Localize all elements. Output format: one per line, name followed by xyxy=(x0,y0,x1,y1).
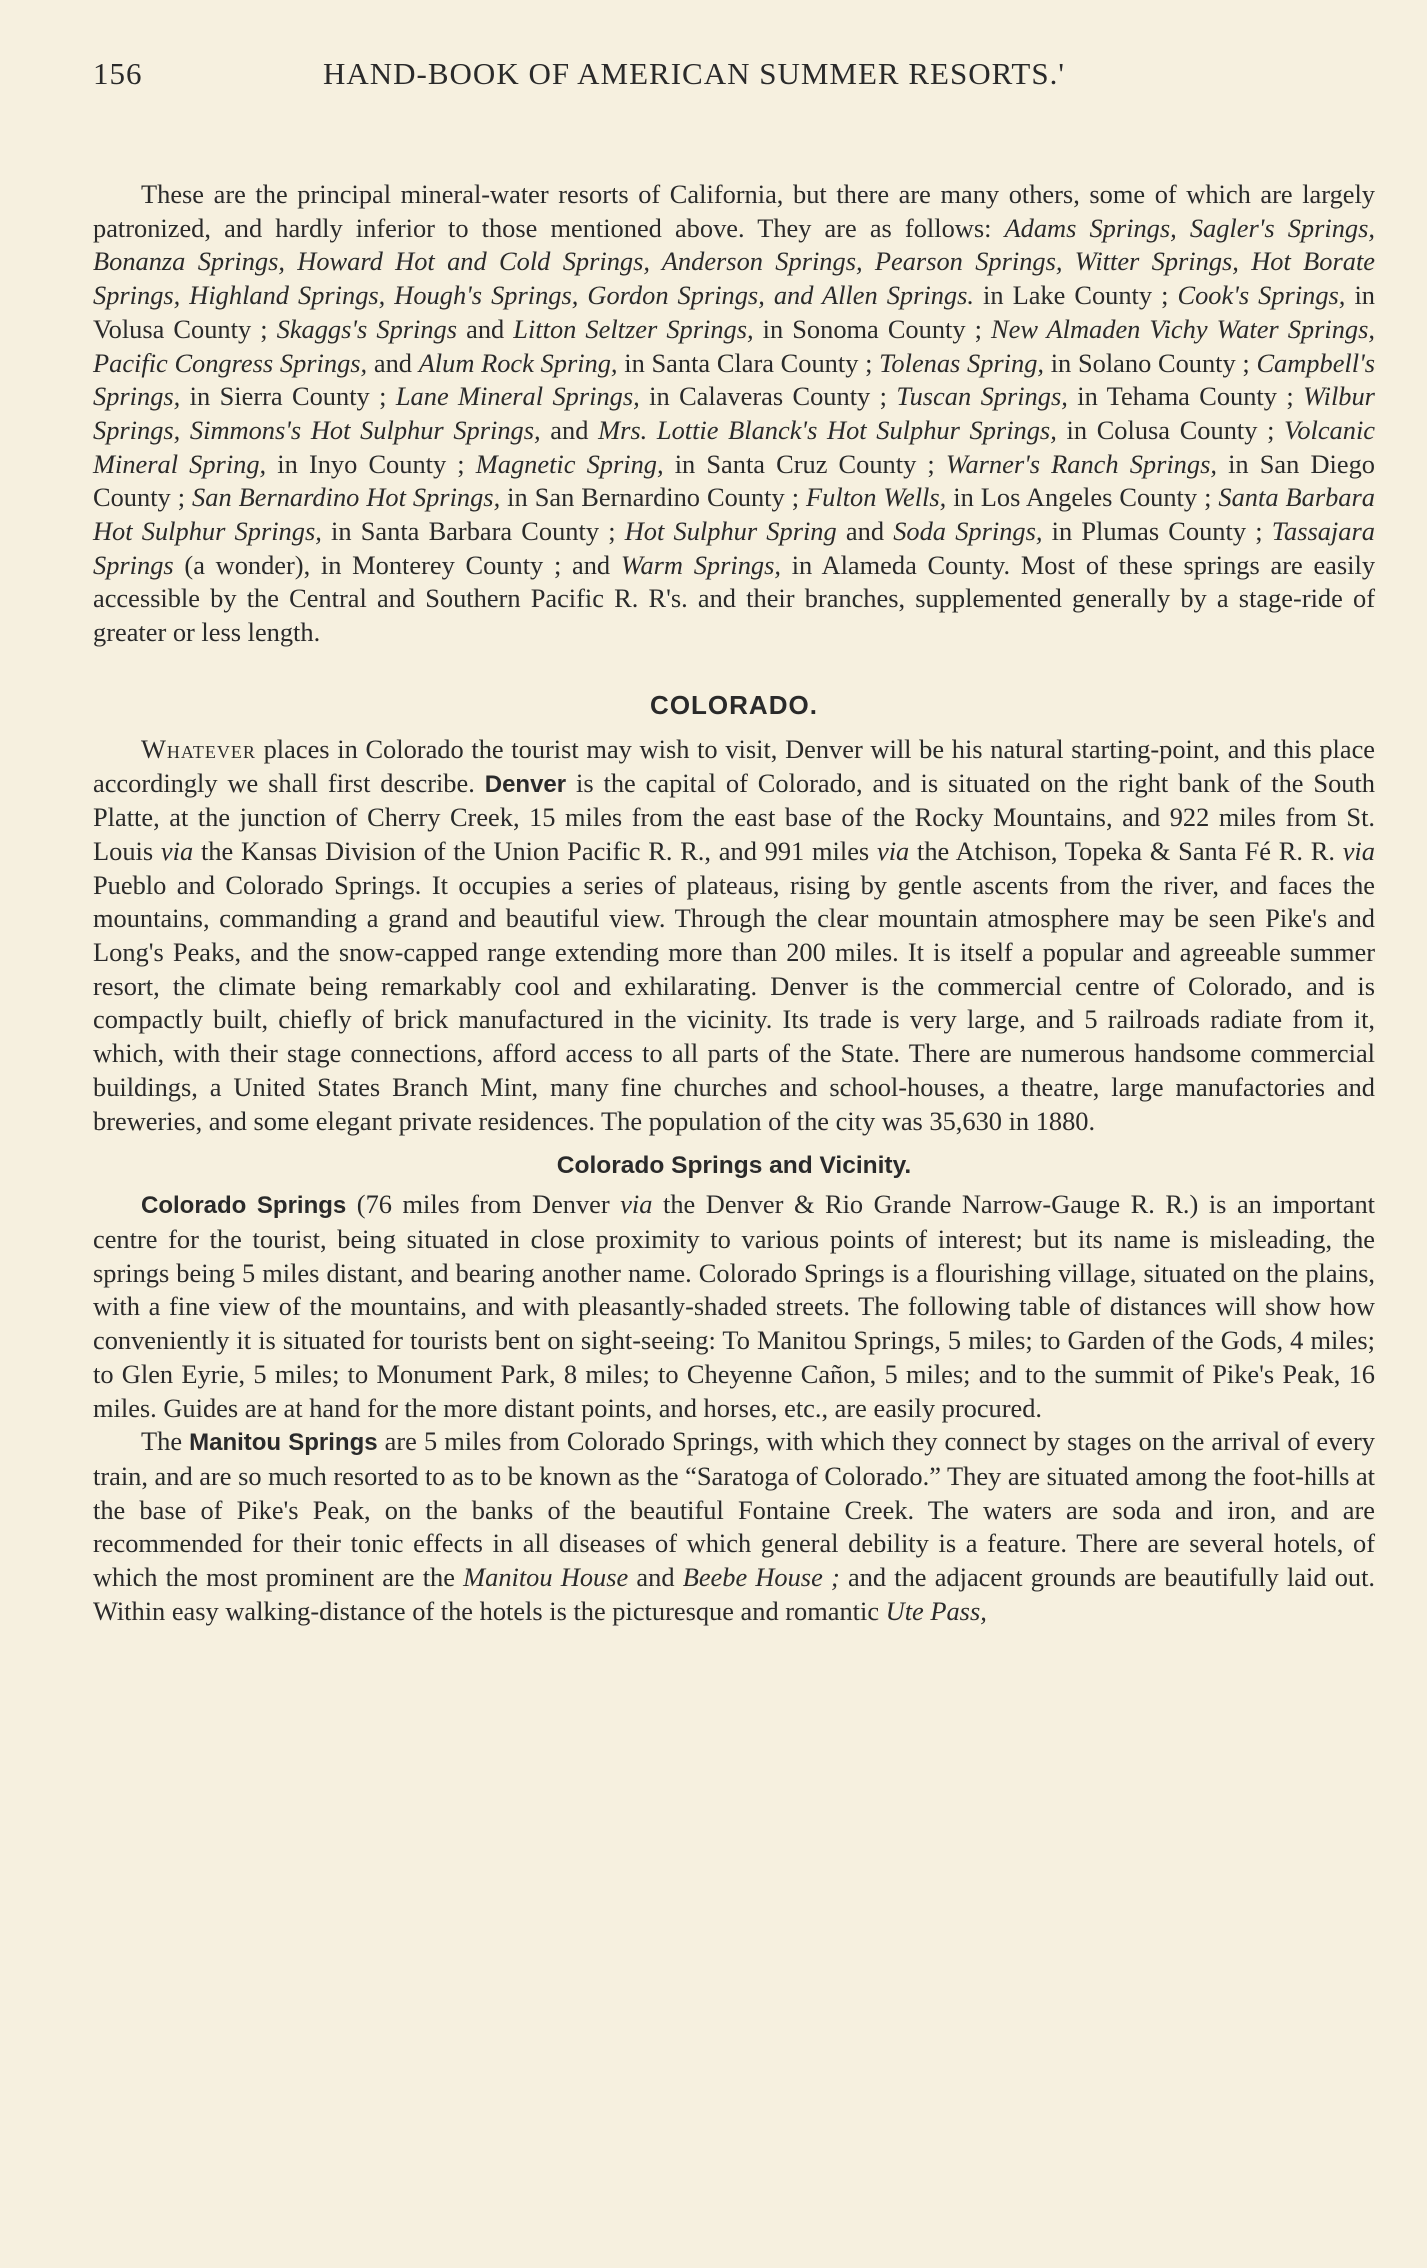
spring-names: Adams Springs, Sagler's Springs, Bonanza Springs, Howard Hot and Cold Springs, Anderson Springs, Pearson Springs, Witter Springs, Hot Borate Springs, Highland Springs, Hough's Springs, Gordon Springs, and Allen Springs. xyxy=(93,212,1375,311)
text-run: in Santa Barbara County ; xyxy=(331,516,616,547)
section-heading-colorado: COLORADO. xyxy=(650,689,818,720)
spring-names: Fulton Wells, xyxy=(806,482,947,513)
place-name-colorado-springs: Colorado Springs xyxy=(141,1192,347,1220)
spring-names: Lane Mineral Springs, xyxy=(395,381,640,412)
spring-names: Litton Seltzer Springs, xyxy=(513,313,754,344)
colorado-springs-paragraph xyxy=(93,1188,1375,1425)
page-number: 156 xyxy=(93,56,143,91)
text-run: in Alameda County. Most of these springs are easily accessible by the Central and Southern Pacific R. R's. and their branches, supplemented generally by a stage-ride of greater or less length. xyxy=(93,549,1376,648)
hotel-name: Beebe House ; xyxy=(682,1562,840,1593)
spring-names: Warm Springs, xyxy=(620,549,781,580)
text-run: in Tehama County ; xyxy=(1077,381,1294,412)
spring-names: San Bernardino Hot Springs, xyxy=(192,482,501,513)
text-run: and xyxy=(636,1562,675,1593)
text-run: the Atchison, Topeka & Santa Fé R. R. xyxy=(917,835,1335,866)
manitou-paragraph xyxy=(93,1425,1375,1628)
running-head xyxy=(93,50,1375,106)
text-run: in Solano County ; xyxy=(1050,347,1250,378)
text-run: Pueblo and Colorado Springs. It occupies a series of plateaus, rising by gentle ascents from the river, and faces the mountains, commanding a grand and beautiful view. Through the clear mountain atmosphere may be seen Pike's and Long's Peaks, and the snow-capped range extending more than 200 miles. It is itself a popular and agreeable summer resort, the climate being remarkably cool and exhilarating. Denver is the commercial centre of Colorado, and is compactly built, chiefly of brick manufactured in the vicinity. Its trade is very large, and 5 railroads radiate from it, which, with their stage connections, afford access to all parts of the State. There are numerous handsome commercial buildings, a United States Branch Mint, many fine churches and school-houses, a theatre, large manufactories and breweries, and some elegant private residences. The population of the city was 35,630 in 1880. xyxy=(93,869,1375,1136)
text-run: places in Colorado the tourist may wish to visit, Denver will be his natural starting-point, and this place accordingly we shall first describe. xyxy=(93,733,1375,798)
text-run: in Inyo County ; xyxy=(277,448,465,479)
book-title: HAND-BOOK OF AMERICAN SUMMER RESORTS.' xyxy=(323,56,1065,91)
text-run: in Santa Cruz County ; xyxy=(674,448,935,479)
spring-names: Soda Springs, xyxy=(893,516,1043,547)
text-run: are 5 miles from Colorado Springs, with which they connect by stages on the arrival of every train, and are so much resorted to as to be known as the “Saratoga of Colorado.” They are situated among the foot-hills at the base of Pike's Peak, on the banks of the beautiful Fontaine Creek. The waters are soda and iron, and are recommended for their tonic effects in all diseases of which general debility is a feature. There are several hotels, of which the most prominent are the xyxy=(93,1426,1376,1593)
spring-names: Mrs. Lottie Blanck's Hot Sulphur Springs, xyxy=(598,414,1057,445)
text-run: These are the principal mineral-water resorts of California, but there are many others, some of which are largely patronized, and hardly inferior to those mentioned above. They are as follows: xyxy=(93,179,1375,243)
text-run: in Plumas County ; xyxy=(1051,516,1263,547)
spring-names: Santa Barbara Hot Sulphur Springs, xyxy=(93,482,1375,547)
subsection-heading-colorado-springs: Colorado Springs and Vicinity. xyxy=(556,1152,912,1180)
denver-paragraph xyxy=(93,733,1375,1138)
text-run: in San Diego County ; xyxy=(93,448,1375,513)
text-run: and the adjacent grounds are beautifully laid out. Within easy walking-distance of the hotels is the picturesque and romantic xyxy=(93,1562,1376,1626)
text-run: in Lake County ; xyxy=(983,280,1169,311)
spring-names: Warner's Ranch Springs, xyxy=(945,448,1217,479)
text-run: the Kansas Division of the Union Pacific R. R., and 991 miles xyxy=(200,835,870,866)
text-run: in Calaveras County ; xyxy=(649,381,887,412)
text-run: in Sierra County ; xyxy=(189,381,387,412)
text-run: and xyxy=(466,313,505,344)
text-run: in Los Angeles County ; xyxy=(953,482,1212,513)
text-run: (76 miles from Denver xyxy=(356,1189,610,1220)
via-italic: via xyxy=(877,835,910,866)
spring-names: Tuscan Springs, xyxy=(896,381,1068,412)
text-run: in Santa Clara County ; xyxy=(624,347,873,378)
place-name-manitou-springs: Manitou Springs xyxy=(189,1429,378,1457)
place-name-ute-pass: Ute Pass, xyxy=(885,1595,987,1626)
spring-names: Tolenas Spring, xyxy=(879,347,1044,378)
spring-names: Skaggs's Springs xyxy=(276,313,458,344)
place-name-denver: Denver xyxy=(484,770,567,798)
text-run: and xyxy=(373,347,412,378)
spring-names: Hot Sulphur Spring xyxy=(624,516,837,547)
spring-names: Cook's Springs, xyxy=(1177,280,1346,311)
text-run: is the capital of Colorado, and is situated on the right bank of the South Platte, at the junction of Cherry Creek, 15 miles from the east base of the Rocky Mountains, and 922 miles from St. Louis xyxy=(93,767,1375,866)
spring-names: Magnetic Spring, xyxy=(475,448,664,479)
text-run: in Colusa County ; xyxy=(1066,414,1275,445)
text-run: (a wonder), in Monterey County ; and xyxy=(184,549,611,580)
spring-names: New Almaden Vichy Water Springs, Pacific Congress Springs, xyxy=(93,313,1375,378)
text-run: The xyxy=(141,1426,183,1457)
california-paragraph xyxy=(93,178,1375,650)
text-run: in Sonoma County ; xyxy=(762,313,982,344)
text-run: in Volusa County ; xyxy=(93,280,1375,344)
via-italic: via xyxy=(1342,835,1375,866)
via-italic: via xyxy=(620,1189,653,1220)
text-run: in San Bernardino County ; xyxy=(507,482,800,513)
text-run: the Denver & Rio Grande Narrow-Gauge R. R.) is an important centre for the tourist, being situated in close proximity to various points of interest; but its name is misleading, the springs being 5 miles distant, and bearing another name. Colorado Springs is a flourishing village, situated on the plains, with a fine view of the mountains, and with pleasantly-shaded streets. The following table of distances will show how conveniently it is situated for tourists bent on sight-seeing: To Manitou Springs, 5 miles; to Garden of the Gods, 4 miles; to Glen Eyrie, 5 miles; to Monument Park, 8 miles; to Cheyenne Cañon, 5 miles; and to the summit of Pike's Peak, 16 miles. Guides are at hand for the more distant points, and horses, etc., are easily procured. xyxy=(93,1189,1375,1423)
text-run: and xyxy=(845,516,885,547)
spring-names: Tassajara Springs xyxy=(93,516,1375,580)
spring-names: Volcanic Mineral Spring, xyxy=(93,414,1375,479)
spring-names: Wilbur Springs, Simmons's Hot Sulphur Springs, xyxy=(93,381,1375,445)
lead-word: Whatever xyxy=(141,733,256,764)
spring-names: Campbell's Springs, xyxy=(93,347,1375,412)
spring-names: Alum Rock Spring, xyxy=(418,347,618,378)
hotel-name: Manitou House xyxy=(463,1562,629,1593)
text-run: and xyxy=(550,414,589,445)
via-italic: via xyxy=(160,835,194,866)
